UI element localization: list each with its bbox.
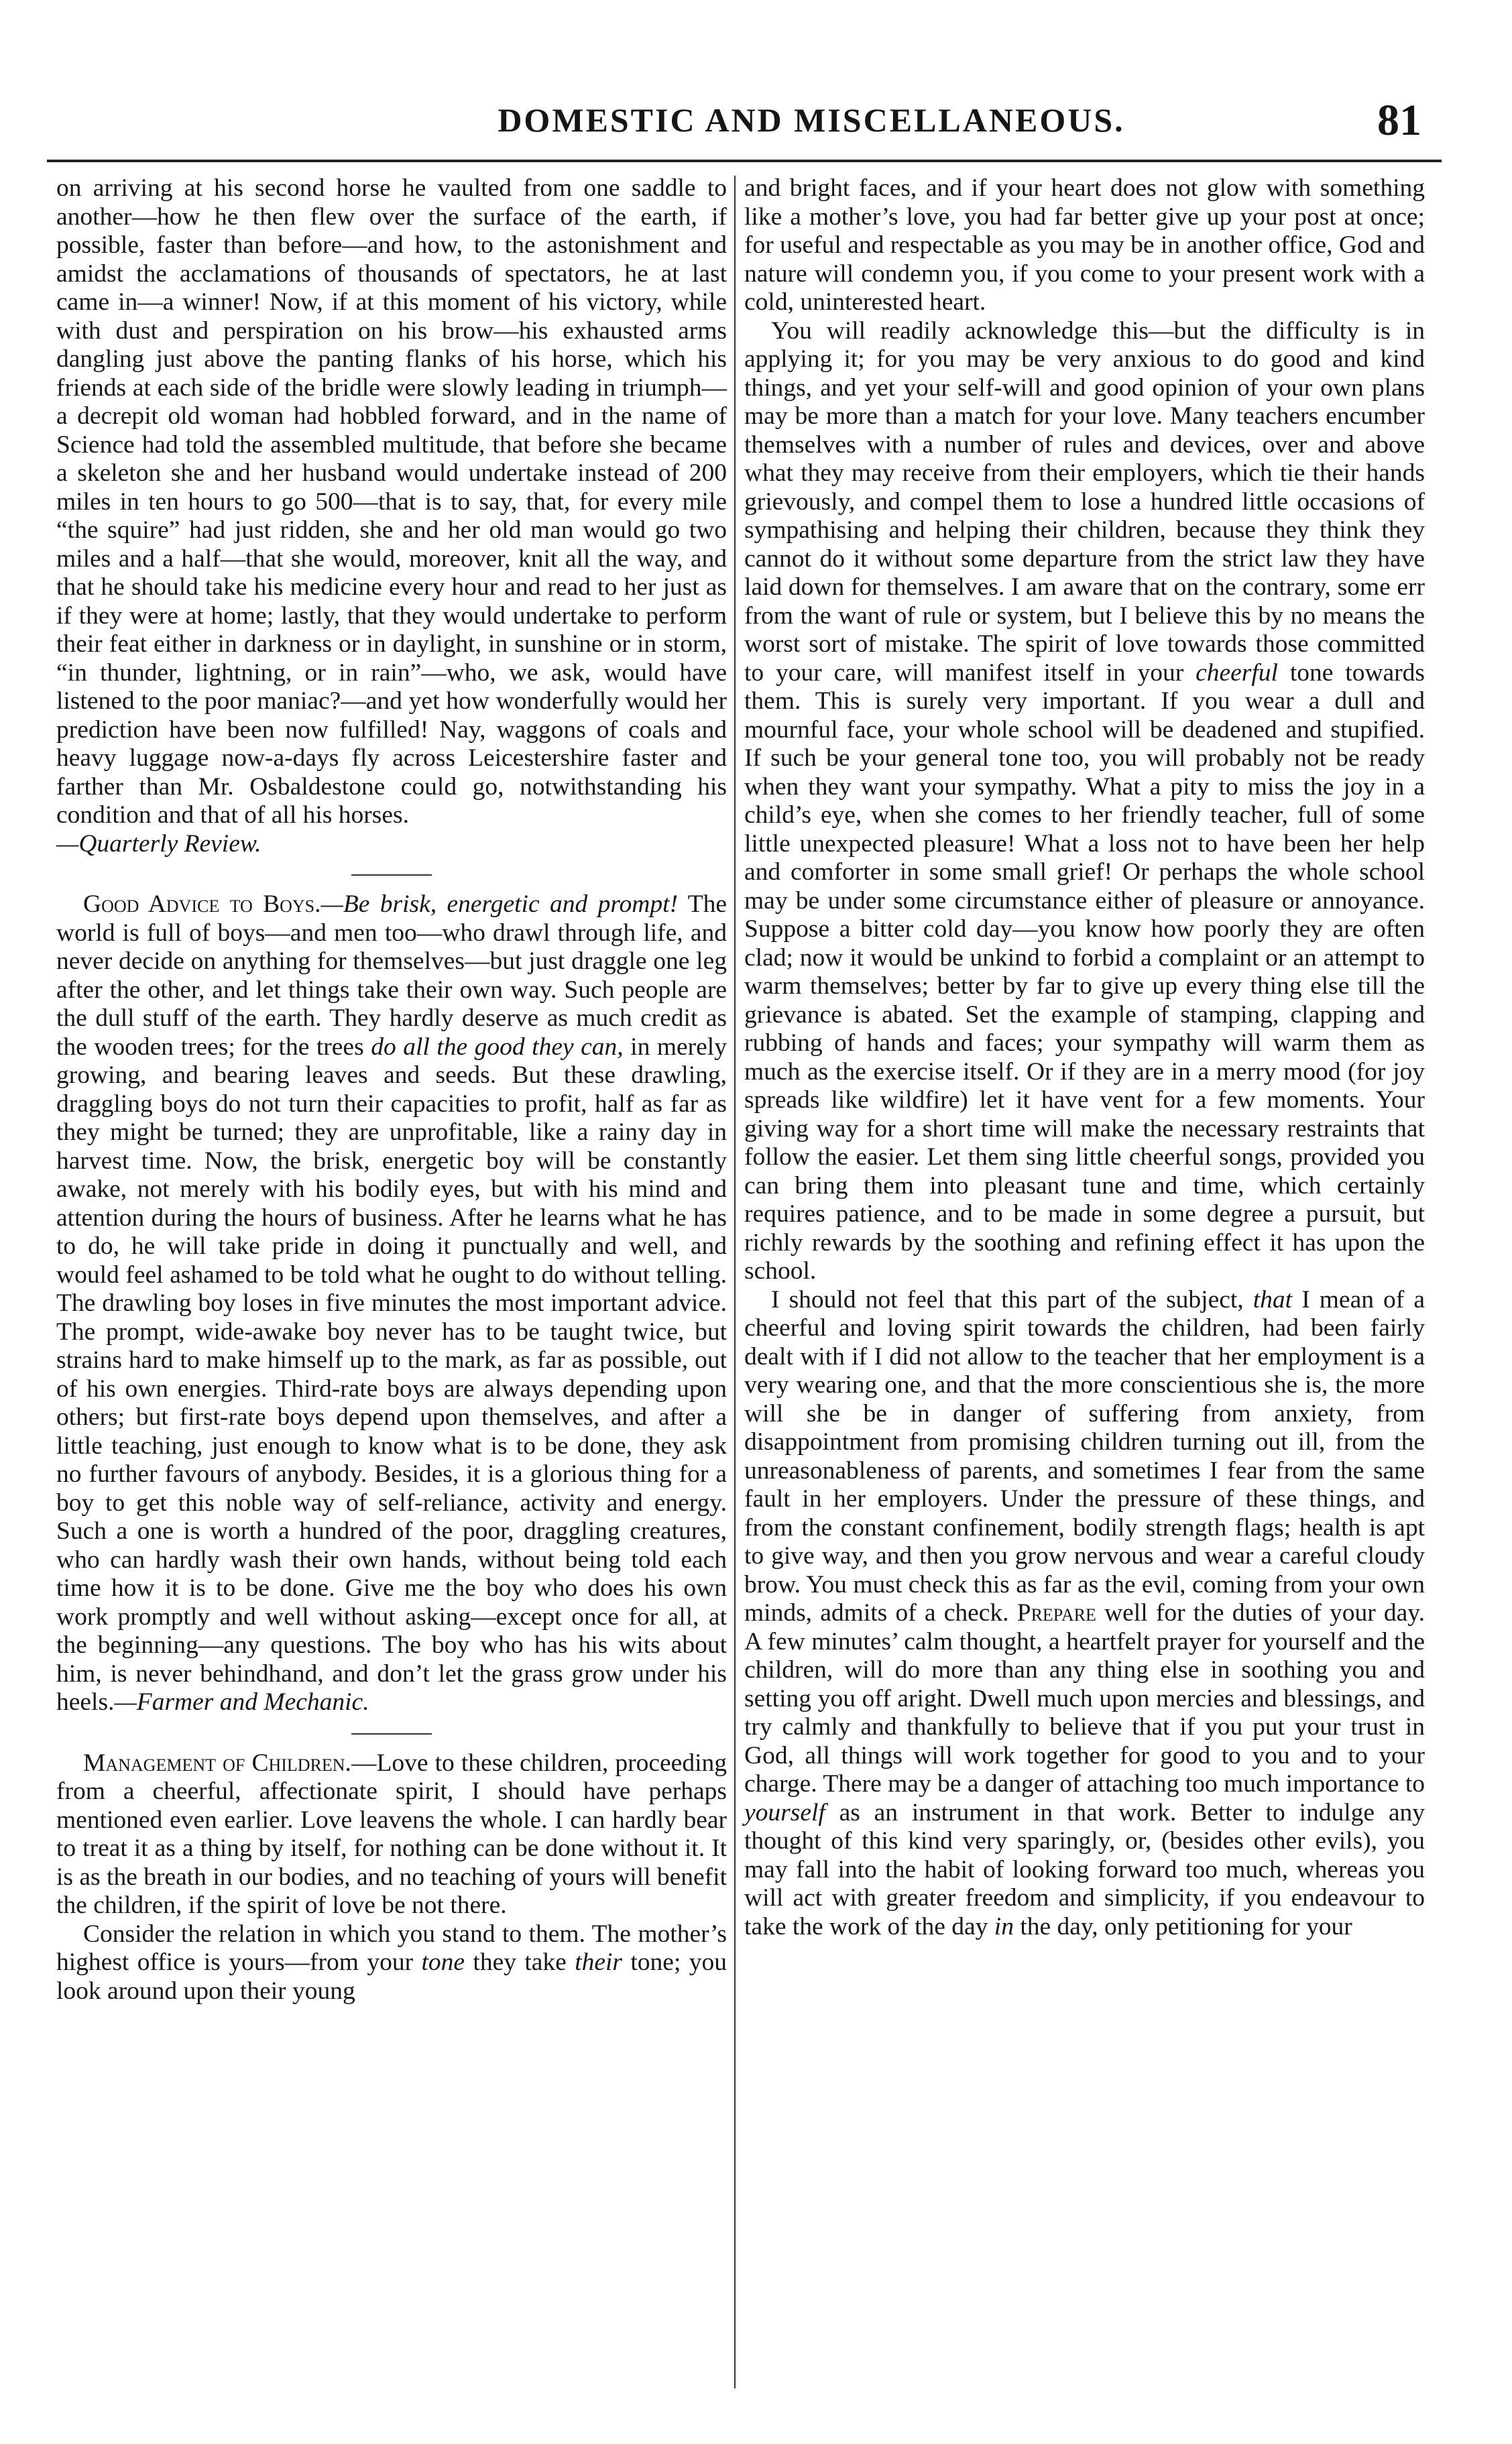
paragraph-text: well for the duties of your day. A few minutes’ calm thought, a heartfelt prayer for yourself and the children, will do more than any thing else in soothing you and setting you off aright. Dwell much upon mercies and blessings, and try calmly and thankfully to believe that if you put your trust in God, all things will work together for good to you and to your charge. There may be a danger of attaching too much importance to xyxy=(744,1599,1425,1798)
continued-paragraph: and bright faces, and if your heart does not glow with something like a mother’s love, you had far better give up your post at once; for useful and respectable as you may be in another office, God and nature will condemn you, if you come to your present work with a cold, uninterested heart. xyxy=(744,174,1425,316)
article-good-advice-to-boys xyxy=(56,890,727,1717)
header-rule xyxy=(47,160,1442,162)
section-separator xyxy=(351,1733,432,1735)
source-attribution: —Farmer and Mechanic. xyxy=(114,1688,369,1716)
page-number: 81 xyxy=(1377,96,1421,145)
running-header xyxy=(201,95,1421,156)
emphasis-text: that xyxy=(1253,1285,1293,1314)
paragraph xyxy=(56,1920,727,2006)
article-heading: Management of Children. xyxy=(83,1749,351,1777)
paragraph-text: the day, only petitioning for your xyxy=(1013,1912,1352,1940)
left-column xyxy=(56,174,727,2005)
paragraph xyxy=(744,1286,1425,1942)
right-column xyxy=(744,174,1425,1941)
paragraph-text: in merely growing, and bearing leaves and seeds. But these drawling, draggling boys do not turn their capacities to profit, half as far as they might be turned; they are unprofitable, like a rainy day in harvest time. Now, the brisk, energetic boy will be constantly awake, not merely with his bodily eyes, but with his mind and attention during the hours of business. After he learns what he has to do, he will take pride in doing it punctually and well, and would feel ashamed to be told what he ought to do without telling. The drawling boy loses in five minutes the most important advice. The prompt, wide-awake boy never has to be taught twice, but strains hard to make himself up to the mark, as far as possible, out of his own energies. Third-rate boys are always depending upon others; but first-rate boys depend upon themselves, and after a little teaching, just enough to know what is to be done, they ask no further favours of anybody. Besides, it is a glorious thing for a boy to get this noble way of self-reliance, activity and energy. Such a one is worth a hundred of the poor, draggling creatures, who can hardly wash their own hands, without being told each time how it is to be done. Give me the boy who does his own work promptly and well without asking—except once for all, at the beginning—any questions. The boy who has his wits about him, is never behindhand, and don’t let the grass grow under his heels. xyxy=(56,1033,727,1716)
running-title: DOMESTIC AND MISCELLANEOUS. xyxy=(498,101,1125,139)
paragraph-text: they take xyxy=(465,1948,575,1976)
article-management-of-children xyxy=(56,1749,727,1920)
emphasis-text: their xyxy=(575,1948,623,1976)
paragraph-text: I should not feel that this part of the subject, xyxy=(771,1285,1253,1314)
paragraph-text: tone; you look around upon their young xyxy=(56,1948,728,2005)
continued-paragraph xyxy=(56,174,727,858)
paragraph xyxy=(744,317,1425,1286)
paragraph-text: Consider the relation in which you stand to them. The mother’s highest office is yours—from your xyxy=(56,1920,727,1976)
emphasis-text: yourself xyxy=(744,1798,825,1826)
emphasis-text: —Be brisk, energetic and prompt! xyxy=(321,890,679,918)
paragraph-text: I mean of a cheerful and loving spirit towards the children, had been fairly dealt with if I did not allow to the teacher that her employment is a very wearing one, and that the more conscientious she is, the more will she be in danger of suffering from anxiety, from disappointment from promising children turning out ill, from the unreasonableness of parents, and sometimes I fear from the same fault in her employers. Under the pressure of these things, and from the constant confinement, bodily strength flags; health is apt to give way, and then you grow nervous and wear a careful cloudy brow. You must check this as far as the evil, coming from your own minds, admits of a check. xyxy=(744,1285,1425,1627)
paragraph-text: on arriving at his second horse he vaulted from one saddle to another—how he then flew over the surface of the earth, if possible, faster than before—and how, to the astonishment and amidst the acclamations of thousands of spectators, he at last came in—a winner! Now, if at this moment of his victory, while with dust and perspiration on his brow—his exhausted arms dangling just above the panting flanks of his horse, which his friends at each side of the bridle were slowly leading in triumph—a decrepit old woman had hobbled forward, and in the name of Science had told the assembled multitude, that before she became a skeleton she and her husband would undertake instead of 200 miles in ten hours to go 500—that is to say, that, for every mile “the squire” had just ridden, she and her old man would go two miles and a half—that she would, moreover, knit all the way, and that he should take his medicine every hour and read to her just as if they were at home; lastly, that they would undertake to perform their feat either in darkness or in daylight, in sunshine or in storm, “in thunder, lightning, or in rain”—who, we ask, would have listened to the poor maniac?—and yet how wonderfully would her prediction have been now fulfilled! Nay, waggons of coals and heavy luggage now-a-days fly across Leicestershire faster and farther than Mr. Osbaldestone could go, notwithstanding his condition and that of all his horses. xyxy=(56,174,727,829)
emphasis-text: do all the good they can, xyxy=(371,1033,624,1061)
small-caps-text: Prepare xyxy=(1016,1599,1096,1627)
emphasis-text: tone xyxy=(421,1948,465,1976)
paragraph-text: The world is full of boys—and men too—who drawl through life, and never decide on anything for themselves—but just draggle one leg after the other, and let things take their own way. Such people are the dull stuff of the earth. They hardly deserve as much credit as the wooden trees; for the trees xyxy=(56,890,727,1061)
article-heading: Good Advice to Boys. xyxy=(83,890,321,918)
paragraph-text: as an instrument in that work. Better to indulge any thought of this kind very sparingly, or, (besides other evils), you may fall into the habit of looking forward too much, whereas you will act with greater freedom and simplicity, if you endeavour to take the work of the day xyxy=(744,1798,1425,1940)
source-attribution: —Quarterly Review. xyxy=(56,829,261,858)
paragraph-text: You will readily acknowledge this—but the difficulty is in applying it; for you may be very anxious to do good and kind things, and yet your self-will and good opinion of your own plans may be more than a match for your love. Many teachers encumber themselves with a number of rules and devices, over and above what they may receive from their employers, which tie their hands grievously, and compel them to lose a hundred little occasions of sympathising and helping their children, because they think they cannot do it without some departure from the strict law they have laid down for themselves. I am aware that on the contrary, some err from the want of rule or system, but I believe this by no means the worst sort of mistake. The spirit of love towards those committed to your care, will manifest itself in your xyxy=(744,316,1425,687)
column-divider xyxy=(734,176,736,2388)
paragraph-text: —Love to these children, proceeding from a cheerful, affectionate spirit, I should have perhaps mentioned even earlier. Love leavens the whole. I can hardly bear to treat it as a thing by itself, for nothing can be done without it. It is as the breath in our bodies, and no teaching of yours will benefit the children, if the spirit of love be not there. xyxy=(56,1749,727,1919)
emphasis-text: cheerful xyxy=(1196,658,1278,687)
emphasis-text: in xyxy=(994,1912,1014,1940)
section-separator xyxy=(351,874,432,876)
paragraph-text: tone towards them. This is surely very important. If you wear a dull and mournful face, your whole school will be deadened and stupified. If such be your general tone too, you will probably not be ready when they want your sympathy. What a pity to miss the joy in a child’s eye, when she comes to her friendly teacher, full of some little unexpected pleasure! What a loss not to have been her help and comforter in some small grief! Or perhaps the whole school may be under some circumstance either of pleasure or annoyance. Suppose a bitter cold day—you know how poorly they are often clad; now it would be unkind to forbid a complaint or an attempt to warm themselves; better by far to give up every thing else till the grievance is abated. Set the example of stamping, clapping and rubbing of hands and faces; your sympathy will warm them as much as the exercise itself. Or if they are in a merry mood (for joy spreads like wildfire) let it have vent for a few moments. Your giving way for a short time will make the necessary restraints that follow the easier. Let them sing little cheerful songs, provided you can bring them into pleasant tune and time, which certainly requires patience, and to be made in some degree a pursuit, but richly rewards by the soothing and refining effect it has upon the school. xyxy=(744,658,1425,1285)
